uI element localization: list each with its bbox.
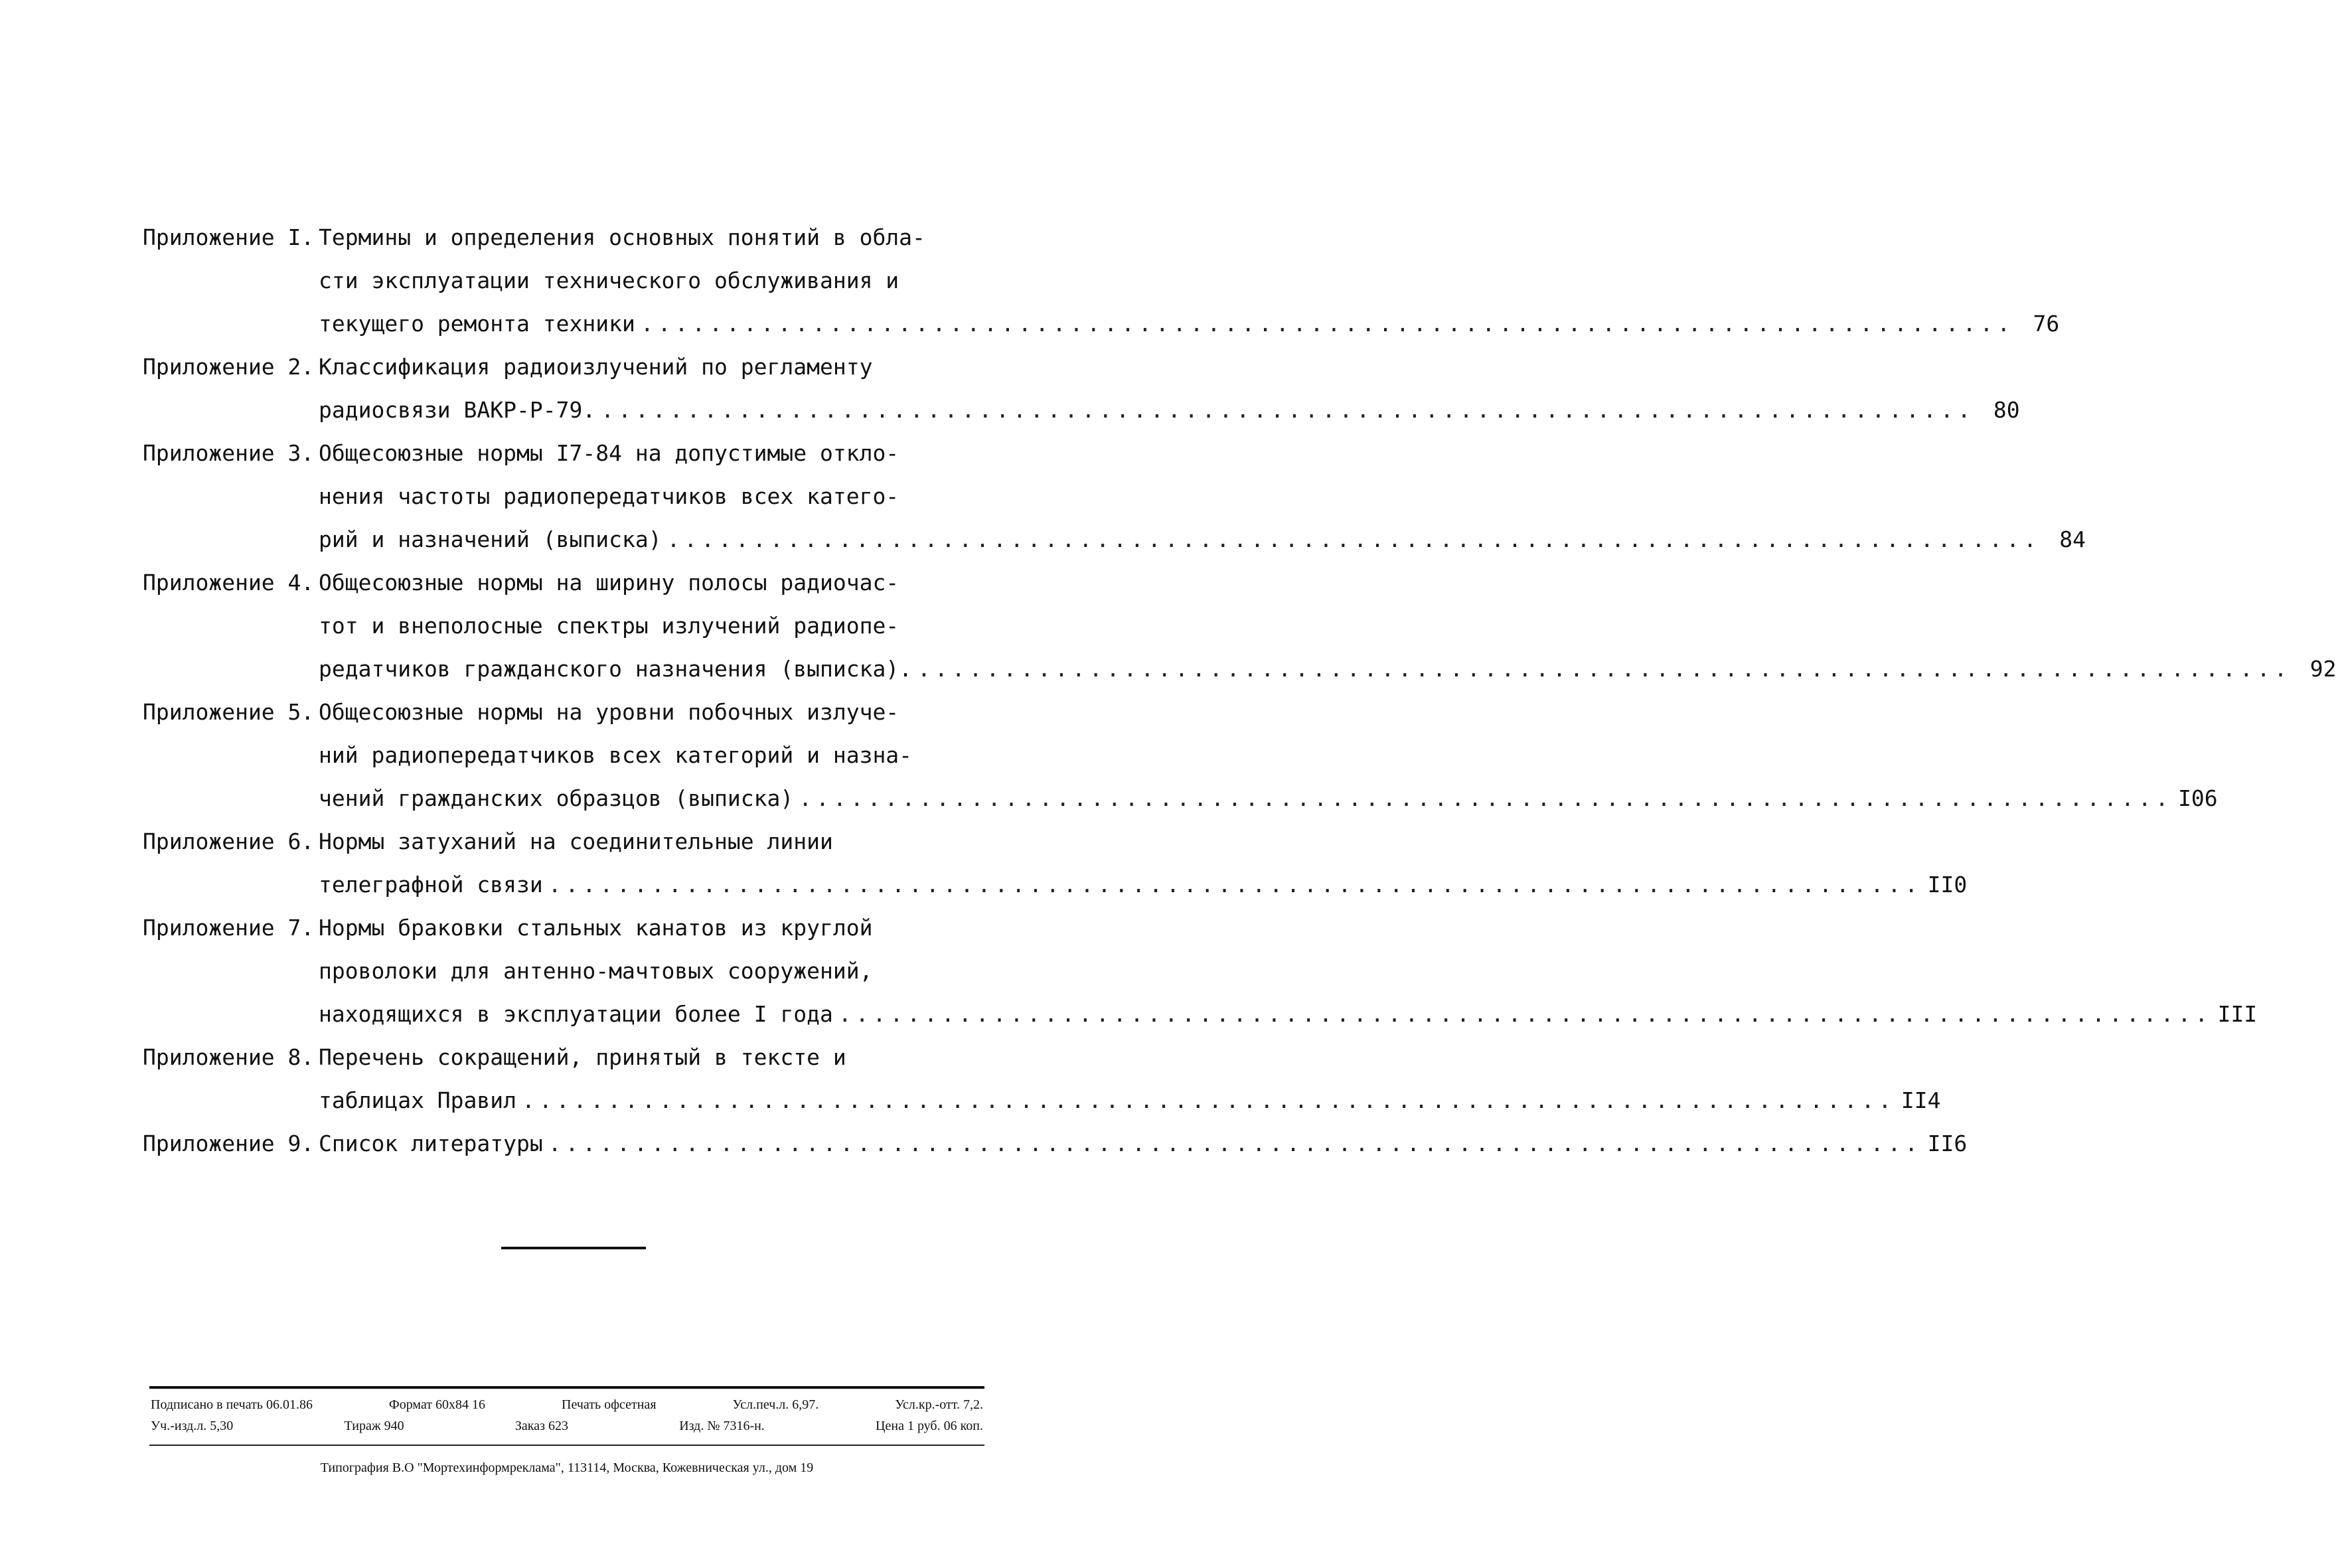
dot-leader: ................................................................................: [548, 1131, 1922, 1156]
toc-entry: [143, 1036, 1941, 1122]
toc-entry-last-line: [319, 647, 2336, 690]
toc-page-number: 92: [2309, 656, 2336, 682]
toc-entry-body: [319, 345, 2020, 431]
toc-entry-line: Общесоюзные нормы на уровни побочных излуче-: [319, 699, 899, 725]
center-divider: [501, 1247, 646, 1249]
toc-entry-line: Нормы затуханий на соединительные линии: [319, 828, 833, 854]
imprint-signed: Подписано в печать 06.01.86: [151, 1397, 313, 1412]
toc-entry-last-text: таблицах Правил: [319, 1087, 517, 1113]
imprint-row-2: [149, 1415, 984, 1437]
toc-entry-body: [319, 561, 2336, 690]
imprint-format: Формат 60х84 16: [388, 1397, 486, 1412]
toc-entry-last-text: рий и назначений (выписка): [319, 526, 662, 552]
toc-page-number: III: [2217, 1001, 2258, 1027]
toc-entry: [143, 216, 2060, 345]
toc-entry-label: Приложение 9.: [143, 1131, 315, 1156]
toc-entry-line: проволоки для антенно-мачтовых сооружений,: [319, 958, 873, 984]
imprint-edition-sheets: Уч.-изд.л. 5,30: [151, 1419, 234, 1433]
table-of-contents: [143, 216, 2336, 1165]
imprint-order: Заказ 623: [514, 1419, 568, 1433]
imprint-block: [149, 1386, 984, 1446]
toc-entry-body: [319, 820, 1968, 906]
toc-entry-last-line: [319, 518, 2086, 561]
toc-entry-last-text: Список литературы: [319, 1131, 543, 1156]
toc-entry-label: Приложение 8.: [143, 1044, 315, 1070]
dot-leader: ................................................................................: [799, 785, 2173, 811]
imprint-color-prints: Усл.кр.-отт. 7,2.: [895, 1397, 983, 1412]
toc-entry: [143, 1122, 1968, 1165]
imprint-publisher-no: Изд. № 7316-н.: [679, 1419, 765, 1433]
toc-entry-body: [319, 216, 2060, 345]
toc-entry-body: [319, 1122, 1968, 1165]
toc-entry-last-line: [319, 388, 2020, 431]
dot-leader: ................................................................................: [548, 872, 1922, 898]
toc-entry-last-text: текущего ремонта техники: [319, 311, 635, 337]
toc-entry-line: Классификация радиоизлучений по регламенту: [319, 354, 873, 380]
toc-page-number: II6: [1927, 1131, 1968, 1156]
imprint-top-rule: [149, 1386, 984, 1389]
toc-entry: [143, 820, 1968, 906]
toc-entry-line: Общесоюзные нормы I7-84 на допустимые откло-: [319, 440, 899, 466]
toc-entry-label: Приложение 6.: [143, 828, 315, 854]
toc-entry: [143, 561, 2336, 690]
dot-leader: ................................................................................: [838, 1001, 2213, 1027]
toc-entry: [143, 431, 2086, 561]
dot-leader: ................................................................................: [640, 311, 2015, 337]
toc-entry-label: Приложение 4.: [143, 570, 315, 595]
toc-entry-line: тот и внеполосные спектры излучений радиопе-: [319, 613, 899, 639]
toc-entry-last-text: находящихся в эксплуатации более I года: [319, 1001, 833, 1027]
toc-entry-body: [319, 1036, 1941, 1122]
toc-entry-last-text: телеграфной связи: [319, 872, 543, 898]
dot-leader: ................................................................................: [601, 397, 1975, 423]
toc-entry-line: ний радиопередатчиков всех категорий и назна-: [319, 742, 913, 768]
printer-line: Типография В.О "Мортехинформреклама", 113114, Москва, Кожевническая ул., дом 19: [320, 1460, 814, 1475]
toc-entry-body: [319, 690, 2218, 820]
toc-page-number: 84: [2059, 526, 2086, 552]
imprint-print-sheets: Усл.печ.л. 6,97.: [732, 1397, 819, 1412]
toc-entry-label: Приложение 2.: [143, 354, 315, 380]
toc-page-number: 76: [2033, 311, 2060, 337]
toc-entry-body: [319, 431, 2086, 561]
imprint-print-type: Печать офсетная: [562, 1397, 657, 1412]
imprint-bottom-rule: [149, 1445, 984, 1446]
imprint-circulation: Тираж 940: [344, 1419, 404, 1433]
toc-entry-last-line: [319, 302, 2060, 345]
toc-page-number: II4: [1901, 1087, 1941, 1113]
toc-entry: [143, 690, 2218, 820]
toc-page-number: I06: [2178, 785, 2218, 811]
imprint-price: Цена 1 руб. 06 коп.: [876, 1419, 983, 1433]
toc-entry-last-line: [319, 1122, 1968, 1165]
toc-entry: [143, 345, 2020, 431]
imprint-row-1: [149, 1394, 984, 1415]
toc-entry-line: Общесоюзные нормы на ширину полосы радиочас-: [319, 570, 899, 595]
toc-entry-last-text: редатчиков гражданского назначения (выписка).: [319, 656, 913, 682]
toc-entry-body: [319, 906, 2258, 1036]
toc-entry: [143, 906, 2258, 1036]
toc-entry-line: нения частоты радиопередатчиков всех катего-: [319, 483, 899, 509]
toc-entry-last-text: радиосвязи ВАКР-Р-79.: [319, 397, 596, 423]
toc-entry-label: Приложение 3.: [143, 440, 315, 466]
toc-page-number: 80: [1993, 397, 2020, 423]
dot-leader: ................................................................................: [666, 526, 2041, 552]
toc-entry-label: Приложение 5.: [143, 699, 315, 725]
toc-entry-line: сти эксплуатации технического обслуживания и: [319, 268, 899, 293]
toc-entry-last-line: [319, 863, 1968, 906]
toc-entry-line: Нормы браковки стальных канатов из круглой: [319, 915, 873, 941]
toc-page-number: II0: [1927, 872, 1968, 898]
toc-entry-last-line: [319, 777, 2218, 820]
toc-entry-last-text: чений гражданских образцов (выписка): [319, 785, 794, 811]
toc-entry-line: Перечень сокращений, принятый в тексте и: [319, 1044, 846, 1070]
toc-entry-last-line: [319, 992, 2258, 1036]
toc-entry-line: Термины и определения основных понятий в обла-: [319, 224, 925, 250]
dot-leader: ................................................................................: [917, 656, 2292, 682]
toc-entry-label: Приложение 7.: [143, 915, 315, 941]
toc-entry-label: Приложение I.: [143, 224, 315, 250]
toc-entry-last-line: [319, 1079, 1941, 1122]
dot-leader: ................................................................................: [522, 1087, 1896, 1113]
